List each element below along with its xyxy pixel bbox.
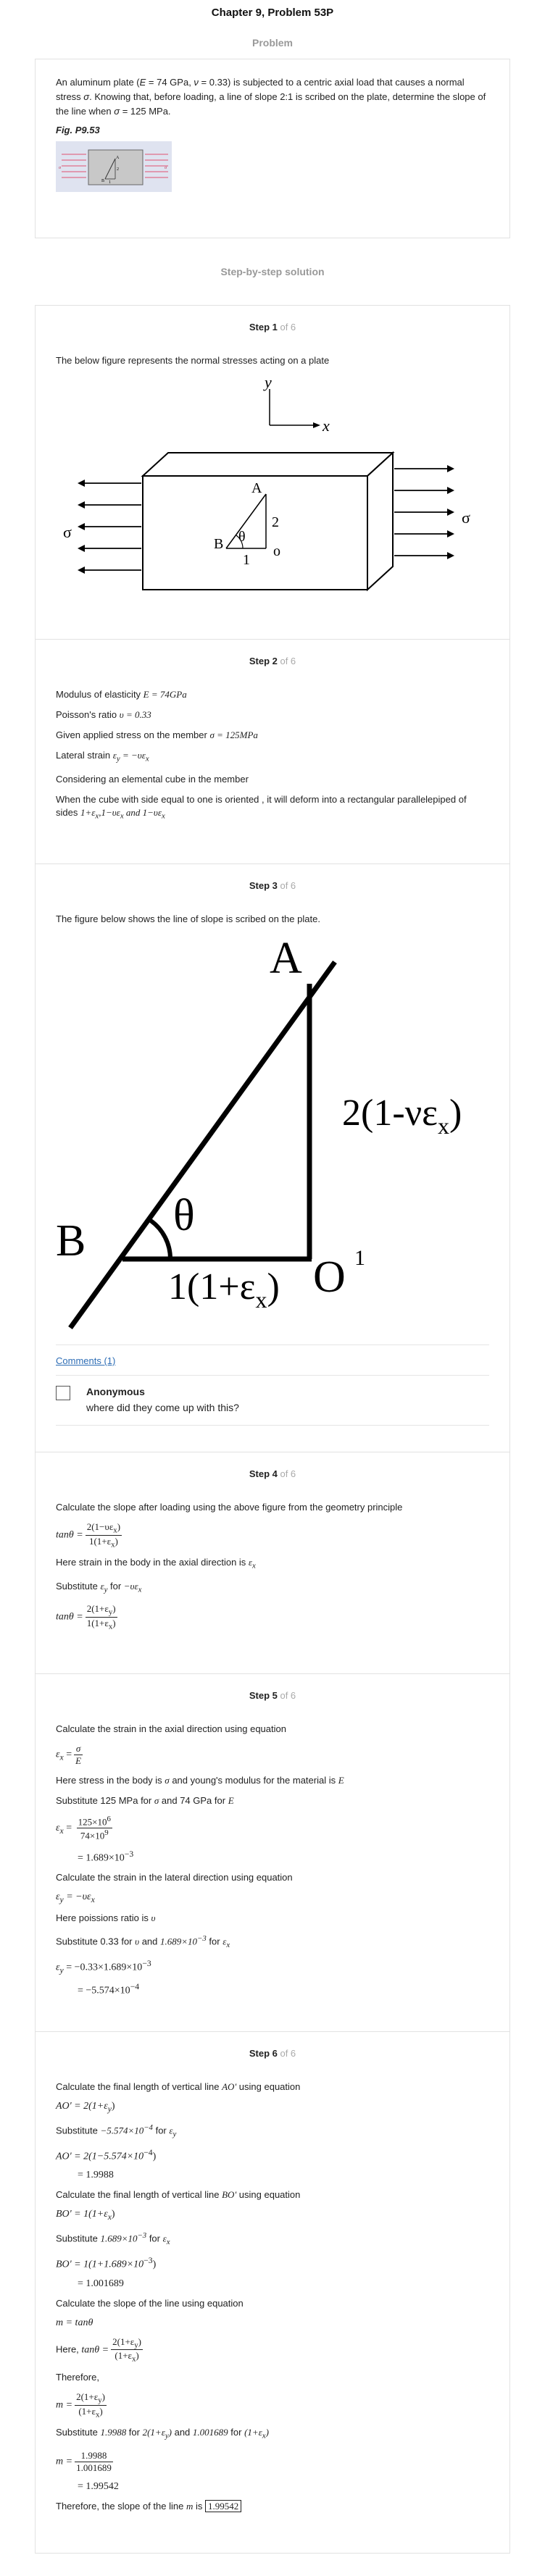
problem-section-label: Problem: [251, 37, 293, 49]
fig3-theta: θ: [173, 1191, 195, 1240]
slope-triangle-figure: [56, 933, 505, 1339]
step-2-header: Step 2 of 6: [249, 656, 296, 666]
stress-modulus-line: Here stress in the body is σ and young's modulus for the material is E: [56, 1775, 344, 1786]
cube-line: Considering an elemental cube in the member: [56, 773, 249, 785]
problem-card: [35, 59, 510, 238]
bo-equation: $BO' = 1(1+\varepsilon_x)$: [56, 2209, 115, 2222]
slope-intro: Calculate the slope of the line using equation: [56, 2297, 244, 2309]
axial-strain-substitution: $\varepsilon_x$ = $\frac{125\times 10^6}{74\times 10^9}$: [56, 1815, 111, 1841]
ao-length-intro: Calculate the final length of vertical line AO' using equation: [56, 2081, 301, 2092]
substitute-stress-line: Substitute 125 MPa for σ and 74 GPa for E: [56, 1795, 234, 1806]
slope-fraction: m = $\frac{2(1+\varepsilon_y)}{(1+\varepsilon_x)}$: [56, 2391, 105, 2420]
thumb-label-a: A: [116, 156, 120, 160]
lateral-strain-result: = $-5.574\times 10^{-4}$: [78, 1982, 140, 1997]
stress-sigma-right: σ: [462, 509, 470, 527]
tan-equation-2: tanθ = $\frac{2(1+\varepsilon_y)}{1(1+\varepsilon_x)}$: [56, 1603, 116, 1631]
substitute-line: Substitute $\varepsilon_y$ for $-\upsilon\varepsilon_x$: [56, 1580, 142, 1594]
slope-result: = 1.99542: [78, 2480, 119, 2492]
axis-y-label: y: [265, 375, 272, 391]
fig3-o-superscript: 1: [354, 1246, 365, 1270]
substitute-final-line: Substitute 1.9988 for $2(1+\varepsilon_y)$ and 1.001689 for $(1+\varepsilon_x)$: [56, 2427, 269, 2441]
parallelepiped-line: When the cube with side equal to one is oriented , it will deform into a rectangular parallelepiped of sides $1+\varepsilon_x,1-\upsilon\varepsilon_x$ and $1-\upsilon\varepsilon_x$: [56, 793, 467, 821]
step-4: [35, 1452, 510, 1674]
comment-checkbox[interactable]: [56, 1386, 70, 1400]
modulus-line: Modulus of elasticity E = 74GPa: [56, 689, 187, 700]
bo-substitution: $BO' = 1(1+1.689\times 10^{-3})$: [56, 2256, 157, 2270]
comments-link[interactable]: Comments (1): [56, 1355, 116, 1366]
lateral-strain-equation: $\varepsilon_y = -\upsilon\varepsilon_x$: [56, 1891, 95, 1905]
slope-equation: m = tanθ: [56, 2317, 93, 2328]
final-answer-box: 1.99542: [205, 2500, 241, 2512]
fig3-horizontal-label: $1(1+\varepsilon_x)$: [168, 1266, 280, 1313]
step-1-text: The below figure represents the normal stresses acting on a plate: [56, 355, 330, 366]
thumb-label-b: B: [101, 179, 105, 183]
comment-body: where did they come up with this?: [86, 1402, 239, 1413]
step-3-header: Step 3 of 6: [249, 880, 296, 891]
thumb-sigma-left: σ: [59, 166, 62, 170]
therefore-line: Therefore,: [56, 2371, 99, 2383]
tan-equation-1: tanθ = $\frac{2(1-\upsilon\varepsilon_x)}{1(1+\varepsilon_x)}$: [56, 1521, 121, 1550]
plate-stress-figure: [56, 375, 491, 606]
fig3-point-a: A: [270, 934, 302, 983]
thumb-label-1: 1: [109, 180, 111, 185]
theta-label: θ: [238, 529, 246, 545]
step-4-header: Step 4 of 6: [249, 1468, 296, 1479]
substitute-ey-line: Substitute $-5.574\times 10^{-4}$ for $\varepsilon_y$: [56, 2123, 177, 2138]
substitute-ex-line: Substitute $1.689\times 10^{-3}$ for $\varepsilon_x$: [56, 2231, 170, 2247]
page-title: Chapter 9, Problem 53P: [211, 7, 334, 19]
lateral-strain-intro: Calculate the strain in the lateral direction using equation: [56, 1872, 293, 1883]
fig3-point-b: B: [56, 1216, 86, 1266]
thumb-label-2: 2: [117, 167, 119, 172]
axial-strain-result: = $1.689\times 10^{-3}$: [78, 1849, 134, 1864]
figure-label: Fig. P9.53: [56, 125, 100, 135]
poisson-ratio-line: Here poissions ratio is υ: [56, 1912, 156, 1924]
bo-result: = 1.001689: [78, 2278, 124, 2289]
step-5-line-1: Calculate the strain in the axial direction using equation: [56, 1723, 286, 1734]
thumb-sigma-right: σ: [165, 166, 167, 170]
step-3-text: The figure below shows the line of slope is scribed on the plate.: [56, 913, 320, 924]
lateral-strain-line: Lateral strain $\varepsilon_y = -\upsilon\varepsilon_x$: [56, 750, 149, 764]
substitute-poisson-line: Substitute 0.33 for υ and $1.689\times 10^{-3}$ for $\varepsilon_x$: [56, 1934, 230, 1950]
side-2-label: 2: [272, 514, 279, 530]
point-a-label: A: [251, 480, 262, 496]
fig3-point-o: O: [313, 1253, 346, 1302]
ao-substitution: $AO' = 2(1-5.574\times 10^{-4})$: [56, 2147, 157, 2162]
tan-definition: Here, tanθ = $\frac{2(1+\varepsilon_y)}{(1+\varepsilon_x)}$: [56, 2335, 142, 2364]
step-4-line-1: Calculate the slope after loading using the above figure from the geometry principle: [56, 1502, 403, 1513]
ao-result: = 1.9988: [78, 2170, 114, 2181]
step-1: [35, 305, 510, 640]
step-5-header: Step 5 of 6: [249, 1690, 296, 1701]
ao-equation: $AO' = 2(1+\varepsilon_y)$: [56, 2101, 115, 2114]
lateral-strain-substitution: $\varepsilon_y = -0.33\times 1.689\times 10^{-3}$: [56, 1959, 151, 1975]
axial-strain-equation: $\varepsilon_x$ = $\frac{\sigma}{E}$: [56, 1743, 82, 1766]
final-answer-line: Therefore, the slope of the line m is 1.99542: [56, 2500, 489, 2513]
step-6-header: Step 6 of 6: [249, 2048, 296, 2059]
axis-x-label: x: [323, 417, 330, 435]
side-1-label: 1: [243, 552, 250, 568]
point-o-label: o: [273, 543, 280, 559]
step-6: [35, 2032, 510, 2554]
comment: [56, 1375, 489, 1426]
step-5: [35, 1674, 510, 2032]
stress-sigma-left: σ: [63, 523, 72, 541]
stress-line: Given applied stress on the member σ = 125MPa: [56, 729, 258, 740]
solution-section-label: Step-by-step solution: [220, 266, 325, 277]
bo-length-intro: Calculate the final length of vertical line BO' using equation: [56, 2189, 301, 2201]
point-b-label: B: [214, 536, 224, 552]
comment-author: Anonymous: [86, 1386, 145, 1397]
problem-statement: An aluminum plate (E = 74 GPa, ν = 0.33) is subjected to a centric axial load that causes a normal stress σ. Knowing that, before loading, a line of slope 2:1 is scribed on the plate, determine the slope of the line when σ = 125 MPa.: [56, 77, 486, 117]
slope-numeric: m = $\frac{1.9988}{1.001689}$: [56, 2449, 112, 2473]
axial-strain-line: Here strain in the body in the axial direction is $\varepsilon_x$: [56, 1557, 256, 1571]
step-1-header: Step 1 of 6: [249, 322, 296, 333]
poisson-line: Poisson's ratio υ = 0.33: [56, 709, 151, 720]
problem-figure-thumbnail[interactable]: [56, 141, 172, 192]
step-2: [35, 640, 510, 864]
fig3-vertical-label: $2(1-\nu\varepsilon_x)$: [342, 1092, 462, 1139]
step-3: [35, 864, 510, 1452]
